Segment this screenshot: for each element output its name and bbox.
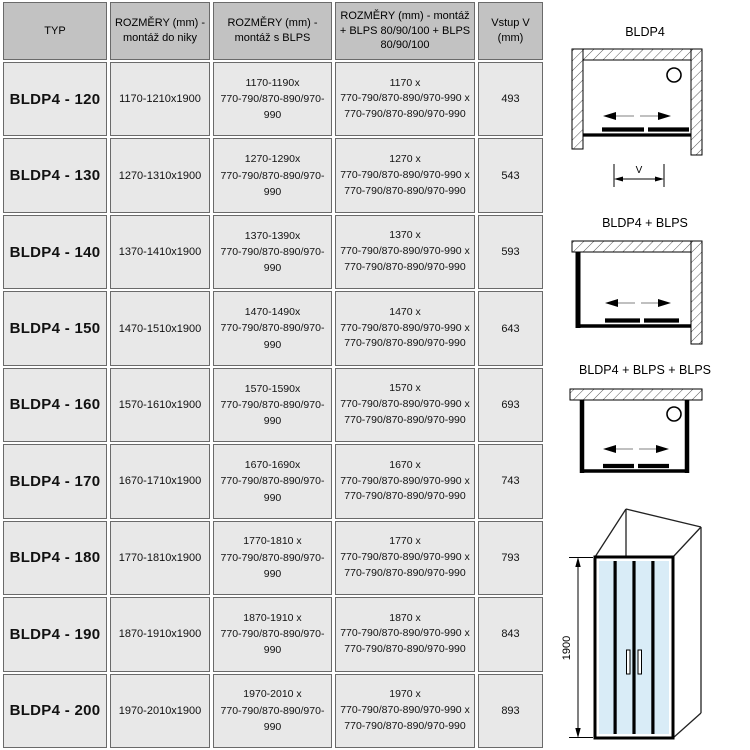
wall-left	[572, 49, 583, 149]
entry-width-cell: 593	[478, 215, 543, 289]
wall-top	[570, 389, 702, 400]
slide-direction-arrows	[605, 299, 671, 307]
table-row	[3, 597, 543, 671]
door-handle-left	[627, 650, 631, 674]
blps-dims-cell	[213, 138, 332, 212]
double-blps-line2: 770-790/870-890/970-990 x	[340, 474, 470, 487]
door-3d-diagram	[540, 500, 750, 750]
mullion-center	[632, 561, 635, 734]
table-header-row	[3, 2, 543, 60]
sliding-door-plan	[583, 130, 691, 136]
door-front-face	[595, 557, 673, 738]
wall-top	[572, 49, 702, 60]
double-blps-line2: 770-790/870-890/970-990 x	[340, 168, 470, 181]
col-header-niky: ROZMĚRY (mm) - montáž do niky	[110, 2, 210, 60]
blps-dims-cell	[213, 291, 332, 365]
double-blps-line1: 1370 x	[389, 229, 421, 242]
mullion	[614, 561, 617, 734]
table-row	[3, 521, 543, 595]
blps-dims-line1: 1470-1490x	[244, 306, 301, 319]
drain-icon	[667, 68, 681, 82]
double-blps-dims-cell	[335, 62, 475, 136]
entry-width-cell: 893	[478, 674, 543, 749]
double-blps-line2: 770-790/870-890/970-990 x	[340, 550, 470, 563]
typ-cell: BLDP4 - 160	[3, 368, 107, 442]
niche-dims-cell: 1470-1510x1900	[110, 291, 210, 365]
double-blps-line2: 770-790/870-890/970-990 x	[340, 398, 470, 411]
double-blps-dims-cell	[335, 521, 475, 595]
entry-width-cell: 743	[478, 444, 543, 518]
double-blps-line1: 1870 x	[389, 611, 421, 624]
door-one-blps-diagram	[567, 238, 717, 358]
blps-dims-line1: 1870-1910 x	[243, 611, 302, 624]
niche-dims-cell: 1170-1210x1900	[110, 62, 210, 136]
typ-cell: BLDP4 - 180	[3, 521, 107, 595]
slide-direction-arrows	[603, 445, 669, 453]
blps-dims-line1: 1770-1810 x	[243, 535, 302, 548]
typ-cell: BLDP4 - 190	[3, 597, 107, 671]
diagram3-title: BLDP4 + BLPS + BLPS	[578, 363, 712, 377]
blps-dims-line2: 770-790/870-890/970-990	[220, 93, 325, 122]
diagram-panel	[540, 0, 750, 750]
double-blps-line3: 770-790/870-890/970-990	[344, 337, 466, 350]
double-blps-dims-cell	[335, 674, 475, 749]
double-blps-line1: 1670 x	[389, 458, 421, 471]
table-row	[3, 368, 543, 442]
door-handle-right	[638, 650, 642, 674]
height-dimension-label: 1900	[561, 635, 573, 661]
blps-dims-line1: 1270-1290x	[244, 153, 301, 166]
table-row	[3, 674, 543, 749]
typ-cell: BLDP4 - 150	[3, 291, 107, 365]
niche-dims-cell: 1770-1810x1900	[110, 521, 210, 595]
wall-top	[572, 241, 702, 252]
entry-width-cell: 543	[478, 138, 543, 212]
double-blps-line3: 770-790/870-890/970-990	[344, 490, 466, 503]
double-blps-dims-cell	[335, 597, 475, 671]
blps-dims-line1: 1170-1190x	[245, 76, 300, 89]
diagram2-title: BLDP4 + BLPS	[602, 216, 688, 230]
entry-width-cell: 793	[478, 521, 543, 595]
double-blps-line2: 770-790/870-890/970-990 x	[340, 321, 470, 334]
height-dimension	[561, 557, 593, 738]
wall-right	[691, 49, 702, 155]
mullion	[651, 561, 654, 734]
double-blps-line3: 770-790/870-890/970-990	[344, 719, 466, 732]
typ-cell: BLDP4 - 140	[3, 215, 107, 289]
niche-dims-cell: 1670-1710x1900	[110, 444, 210, 518]
typ-cell: BLDP4 - 200	[3, 674, 107, 749]
wall-right	[691, 241, 702, 344]
blps-dims-line2: 770-790/870-890/970-990	[220, 551, 325, 580]
entry-width-cell: 643	[478, 291, 543, 365]
blps-dims-line2: 770-790/870-890/970-990	[220, 398, 325, 428]
double-blps-line3: 770-790/870-890/970-990	[344, 643, 466, 656]
double-blps-line2: 770-790/870-890/970-990 x	[340, 92, 470, 105]
niche-dims-cell: 1970-2010x1900	[110, 674, 210, 749]
blps-dims-cell	[213, 444, 332, 518]
col-header-sblps: ROZMĚRY (mm) - montáž s BLPS	[213, 2, 332, 60]
double-blps-line1: 1770 x	[389, 535, 421, 548]
double-blps-line3: 770-790/870-890/970-990	[344, 108, 466, 121]
double-blps-line1: 1470 x	[389, 305, 421, 318]
blps-dims-line2: 770-790/870-890/970-990	[220, 169, 325, 198]
table-row	[3, 62, 543, 136]
sliding-door-plan	[576, 321, 691, 327]
col-header-vstup: Vstup V (mm)	[478, 2, 543, 60]
double-blps-dims-cell	[335, 291, 475, 365]
blps-dims-line1: 1670-1690x	[244, 459, 301, 471]
table-row	[3, 444, 543, 518]
double-blps-line2: 770-790/870-890/970-990 x	[340, 627, 470, 640]
double-blps-dims-cell	[335, 138, 475, 212]
niche-top-view-diagram	[567, 46, 717, 198]
blps-dims-cell	[213, 215, 332, 289]
blps-dims-cell	[213, 62, 332, 136]
double-blps-line3: 770-790/870-890/970-990	[344, 184, 466, 197]
niche-dims-cell: 1870-1910x1900	[110, 597, 210, 671]
double-blps-dims-cell	[335, 444, 475, 518]
table-row	[3, 138, 543, 212]
double-blps-line1: 1170 x	[389, 76, 421, 89]
blps-dims-line2: 770-790/870-890/970-990	[220, 704, 325, 733]
blps-dims-line1: 1370-1390x	[244, 229, 301, 242]
double-blps-line1: 1270 x	[389, 153, 421, 166]
entry-width-cell: 493	[478, 62, 543, 136]
table-row	[3, 291, 543, 365]
double-blps-line3: 770-790/870-890/970-990	[344, 566, 466, 579]
niche-dims-cell: 1370-1410x1900	[110, 215, 210, 289]
blps-dims-line2: 770-790/870-890/970-990	[220, 322, 325, 351]
double-blps-line1: 1970 x	[389, 688, 421, 701]
entry-width-cell: 693	[478, 368, 543, 442]
drain-icon	[667, 407, 681, 421]
blps-dims-cell	[213, 368, 332, 442]
double-blps-line3: 770-790/870-890/970-990	[344, 260, 466, 273]
entry-dimension	[614, 164, 664, 187]
double-blps-line2: 770-790/870-890/970-990 x	[340, 245, 470, 258]
entry-width-cell: 843	[478, 597, 543, 671]
table-row	[3, 215, 543, 289]
blps-dims-cell	[213, 597, 332, 671]
double-blps-line1: 1570 x	[389, 382, 421, 395]
diagram1-title: BLDP4	[625, 25, 665, 39]
blps-dims-line1: 1570-1590x	[244, 382, 301, 395]
typ-cell: BLDP4 - 120	[3, 62, 107, 136]
sliding-door-plan	[580, 466, 689, 471]
slide-direction-arrows	[603, 112, 671, 120]
blps-dims-line1: 1970-2010 x	[243, 688, 302, 701]
double-blps-line2: 770-790/870-890/970-990 x	[340, 703, 470, 716]
double-blps-dims-cell	[335, 215, 475, 289]
blps-dims-cell	[213, 674, 332, 749]
spec-table-body	[3, 62, 543, 748]
col-header-blps2: ROZMĚRY (mm) - montáž + BLPS 80/90/100 + BLPS 80/90/100	[335, 2, 475, 60]
entry-dimension-label: V	[635, 165, 643, 176]
blps-dims-cell	[213, 521, 332, 595]
door-two-blps-diagram	[567, 386, 717, 486]
typ-cell: BLDP4 - 130	[3, 138, 107, 212]
blps-dims-line2: 770-790/870-890/970-990	[220, 628, 325, 657]
blps-dims-line2: 770-790/870-890/970-990	[220, 245, 325, 275]
blps-dims-line2: 770-790/870-890/970-990	[220, 475, 325, 504]
niche-dims-cell: 1270-1310x1900	[110, 138, 210, 212]
col-header-typ: TYP	[3, 2, 107, 60]
typ-cell: BLDP4 - 170	[3, 444, 107, 518]
double-blps-line3: 770-790/870-890/970-990	[344, 413, 466, 426]
double-blps-dims-cell	[335, 368, 475, 442]
niche-dims-cell: 1570-1610x1900	[110, 368, 210, 442]
